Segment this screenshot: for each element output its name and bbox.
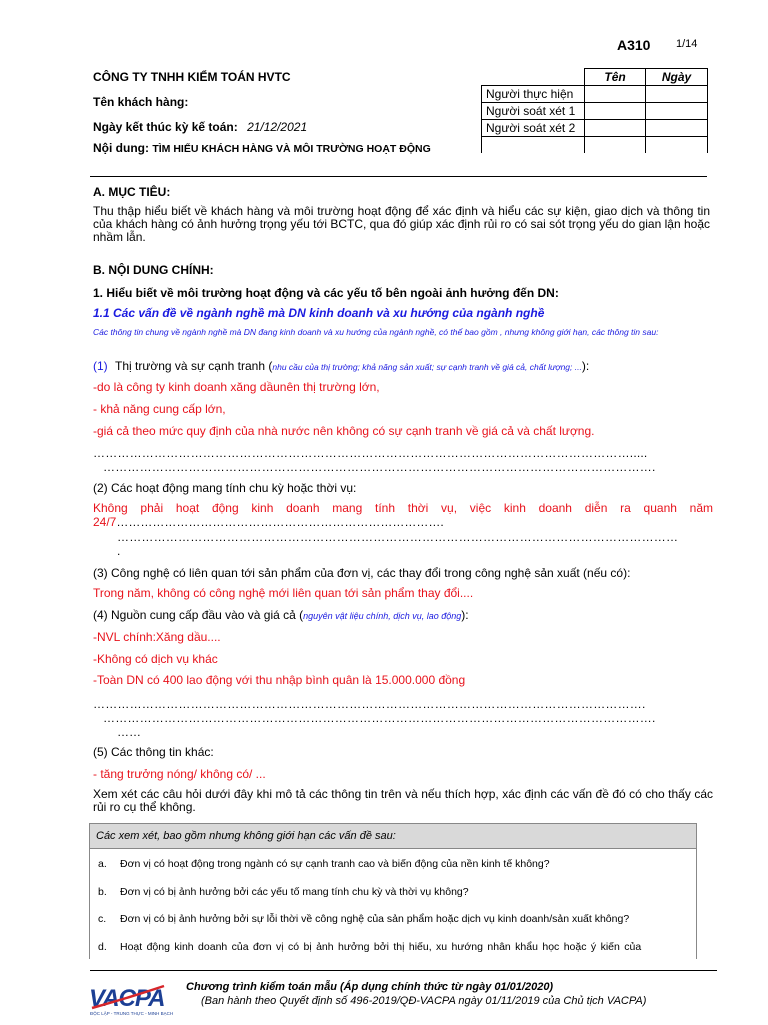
answer-text[interactable]: -giá cả theo mức quy định của nhà nước nên không có sự cạnh tranh về giá cả và chất lượng. [93, 424, 595, 438]
item-3-question: (3) Công nghệ có liên quan tới sản phẩm của đơn vị, các thay đổi trong công nghệ sản xuất (nếu có): [93, 566, 631, 580]
fill-line[interactable]: ………………………………………………………………………. [116, 515, 444, 529]
answer-text[interactable]: 24/7 [93, 515, 117, 529]
doc-code: A310 [617, 37, 651, 53]
fill-line[interactable]: ………………………………………………………………………………………………………………………. [103, 711, 656, 725]
subsection-1-title: 1. Hiểu biết về môi trường hoạt động và các yếu tố bên ngoài ảnh hưởng đến DN: [93, 286, 559, 300]
item-1-hint: nhu cầu của thị trường; khả năng sản xuất; sự cạnh tranh về giá cả, chất lượng; ... [272, 362, 582, 372]
question-key: b. [98, 886, 107, 898]
answer-text[interactable]: Không phải hoạt động kinh doanh mang tính thời vụ, việc kinh doanh diễn ra quanh năm [93, 501, 713, 515]
considerations-header: Các xem xét, bao gồm nhưng không giới hạn các vấn đề sau: [90, 824, 696, 849]
question-item [98, 858, 550, 870]
signoff-role [482, 137, 585, 154]
svg-text:VACPA: VACPA [89, 985, 165, 1012]
period-value: 21/12/2021 [247, 120, 308, 134]
item-4-hint: nguyên vật liệu chính, dịch vụ, lao động [303, 611, 462, 621]
answer-text[interactable]: - khả năng cung cấp lớn, [93, 402, 226, 416]
question-text: Hoạt động kinh doanh của đơn vị có bị ảnh hưởng bởi thị hiếu, xu hướng nhân khẩu học hoặc ý kiến của [120, 941, 642, 953]
page-number: 1/14 [676, 38, 698, 50]
question-key: d. [98, 941, 107, 953]
question-item [98, 941, 641, 953]
answer-text[interactable]: -NVL chính:Xăng dầu.... [93, 630, 221, 644]
question-key: a. [98, 858, 107, 870]
signoff-row [482, 86, 708, 103]
header-divider [90, 176, 707, 177]
footer-subtitle: (Ban hành theo Quyết định số 496-2019/QĐ-VACPA ngày 01/11/2019 của Chủ tịch VACPA) [201, 995, 647, 1007]
question-item [98, 913, 629, 925]
reviewer1-name-cell[interactable] [584, 103, 645, 120]
question-text: Đơn vị có hoạt động trong ngành có sự cạnh tranh cao và biến động của nền kinh tế không? [120, 858, 550, 870]
question-item [98, 886, 469, 898]
period-label: Ngày kết thúc kỳ kế toán: [93, 120, 238, 134]
footer-divider [90, 970, 717, 971]
col-name-header: Tên [584, 69, 645, 86]
item-1-question [93, 359, 589, 373]
footer-title: Chương trình kiểm toán mẫu (Áp dụng chính thức từ ngày 01/01/2020) [186, 981, 554, 993]
review-instruction: Xem xét các câu hỏi dưới đây khi mô tả các thông tin trên và nếu thích hợp, xác định các vấn đề đó có cho thấy các rủi ro cụ thể không. [93, 787, 713, 814]
item-4-question [93, 608, 469, 622]
logo-tagline: ĐỘC LẬP - TRUNG THỰC - MINH BẠCH [90, 1011, 174, 1016]
item-4-label: (4) Nguồn cung cấp đầu vào và giá cả ( [93, 608, 304, 622]
reviewer2-date-cell[interactable] [646, 120, 708, 137]
item-4-close: ): [461, 608, 469, 622]
fill-line[interactable]: ……………………………………………………………………………………………………………………..... [93, 446, 648, 460]
fill-line[interactable]: . [117, 544, 121, 558]
item-2-question: (2) Các hoạt động mang tính chu kỳ hoặc thời vụ: [93, 481, 357, 495]
signoff-role: Người soát xét 1 [482, 103, 585, 120]
answer-line [93, 515, 444, 529]
question-key: c. [98, 913, 107, 925]
item-1-close: ): [581, 359, 590, 373]
preparer-name-cell[interactable] [584, 86, 645, 103]
signoff-row [482, 137, 708, 154]
signoff-table [481, 68, 708, 153]
col-date-header: Ngày [646, 69, 708, 86]
reviewer1-date-cell[interactable] [646, 103, 708, 120]
item-1-label: Thị trường và sự cạnh tranh ( [115, 359, 273, 373]
question-text: Đơn vị có bị ảnh hưởng bởi sự lỗi thời về công nghệ của sản phẩm hoặc dịch vụ kinh doanh/sản xuất không? [120, 913, 630, 925]
empty-cell [646, 137, 708, 154]
question-text: Đơn vị có bị ảnh hưởng bởi các yếu tố mang tính chu kỳ và thời vụ không? [120, 886, 469, 898]
vacpa-logo [88, 978, 174, 1022]
fill-line[interactable]: …… [117, 725, 141, 739]
answer-text[interactable]: -do là công ty kinh doanh xăng dầunên thị trường lớn, [93, 380, 380, 394]
content-row [93, 141, 431, 155]
answer-text[interactable]: -Không có dịch vụ khác [93, 652, 218, 666]
fill-line[interactable]: ………………………………………………………………………………………………………………………… [117, 530, 679, 544]
period-row [93, 120, 307, 134]
section-a-text: Thu thập hiểu biết về khách hàng và môi trường hoạt động để xác định và hiểu các sự kiện, giao dịch và thông tin của khách hàng có ảnh hưởng trọng yếu tới BCTC, qua đó giúp xác định rủi ro có sai sót trọng yếu do gian lận hoặc nhầm lẫn. [93, 204, 710, 244]
signoff-row [482, 120, 708, 137]
signoff-role: Người soát xét 2 [482, 120, 585, 137]
content-label: Nội dung: [93, 141, 149, 155]
client-label: Tên khách hàng: [93, 95, 189, 109]
section-a-title: A. MỤC TIÊU: [93, 185, 171, 199]
fill-line[interactable]: ………………………………………………………………………………………………………………………. [93, 697, 646, 711]
company-name: CÔNG TY TNHH KIỂM TOÁN HVTC [93, 70, 291, 84]
preparer-date-cell[interactable] [646, 86, 708, 103]
subsection-1-1-title: 1.1 Các vấn đề về ngành nghề mà DN kinh doanh và xu hướng của ngành nghề [93, 306, 545, 320]
fill-line[interactable]: ………………………………………………………………………………………………………………………. [103, 460, 656, 474]
section-b-title: B. NỘI DUNG CHÍNH: [93, 263, 214, 277]
item-number: (1) [93, 359, 108, 373]
signoff-role: Người thực hiện [482, 86, 585, 103]
signoff-row [482, 103, 708, 120]
reviewer2-name-cell[interactable] [584, 120, 645, 137]
item-5-question: (5) Các thông tin khác: [93, 745, 214, 759]
answer-text[interactable]: Trong năm, không có công nghệ mới liên quan tới sản phẩm thay đổi.... [93, 586, 474, 600]
section-b-note: Các thông tin chung về ngành nghề mà DN đang kinh doanh và xu hướng của ngành nghề, có thể bao gồm , nhưng không giới hạn, các thông tin sau: [93, 327, 659, 337]
empty-cell [584, 137, 645, 154]
considerations-box [89, 823, 697, 959]
content-value: TÌM HIỂU KHÁCH HÀNG VÀ MÔI TRƯỜNG HOẠT ĐỘNG [152, 143, 431, 155]
answer-text[interactable]: - tăng trưởng nóng/ không có/ ... [93, 767, 266, 781]
answer-text[interactable]: -Toàn DN có 400 lao động với thu nhập bình quân là 15.000.000 đồng [93, 673, 466, 687]
